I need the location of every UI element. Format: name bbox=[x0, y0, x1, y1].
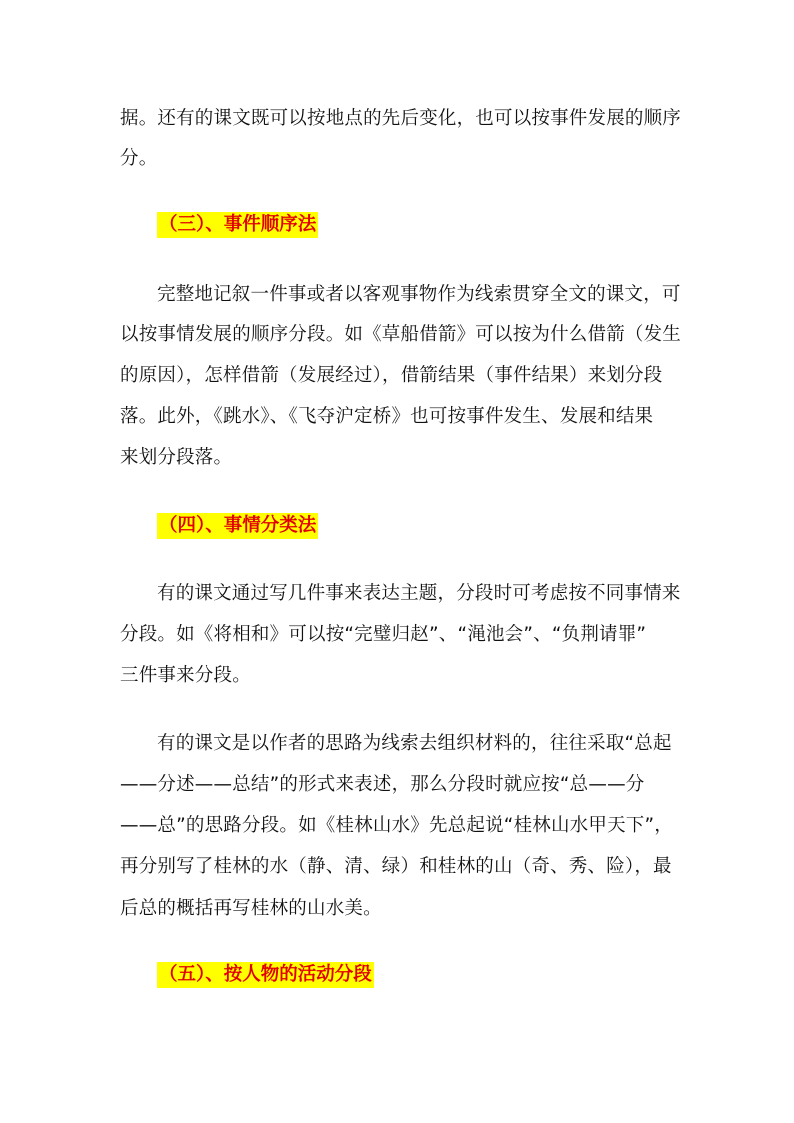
text-line: 有的课文是以作者的思路为线索去组织材料的，往往采取“总起 bbox=[157, 733, 672, 754]
text-line: 据。还有的课文既可以按地点的先后变化，也可以按事件发展的顺序 bbox=[120, 108, 682, 129]
text-line: 后总的概括再写桂林的山水美。 bbox=[120, 898, 382, 919]
text-line: 分段。如《将相和》可以按“完璧归赵”、“渑池会”、“负荆请罪” bbox=[120, 624, 647, 645]
text-line: 以按事情发展的顺序分段。如《草船借箭》可以按为什么借箭（发生 bbox=[120, 324, 682, 345]
text-line: ——分述——总结”的形式来表述，那么分段时就应按“总——分 bbox=[120, 774, 645, 795]
section-heading-3: （三）、事件顺序法 bbox=[157, 212, 318, 238]
text-line: 落。此外，《跳水》、《飞夺沪定桥》也可按事件发生、发展和结果 bbox=[120, 406, 654, 427]
text-line: 的原因），怎样借箭（发展经过），借箭结果（事件结果）来划分段 bbox=[120, 365, 663, 386]
text-line: 来划分段落。 bbox=[120, 447, 233, 468]
section-heading-5: （五）、按人物的活动分段 bbox=[157, 962, 374, 988]
text-line: ——总”的思路分段。如《桂林山水》先总起说“桂林山水甲天下”， bbox=[120, 815, 673, 836]
text-line: 有的课文通过写几件事来表达主题，分段时可考虑按不同事情来 bbox=[157, 583, 681, 604]
text-line: 三件事来分段。 bbox=[120, 665, 251, 686]
text-line: 分。 bbox=[120, 148, 158, 169]
section-heading-4: （四）、事情分类法 bbox=[157, 513, 318, 539]
text-line: 完整地记叙一件事或者以客观事物作为线索贯穿全文的课文，可 bbox=[157, 284, 681, 305]
text-line: 再分别写了桂林的水（静、清、绿）和桂林的山（奇、秀、险），最 bbox=[120, 856, 672, 877]
